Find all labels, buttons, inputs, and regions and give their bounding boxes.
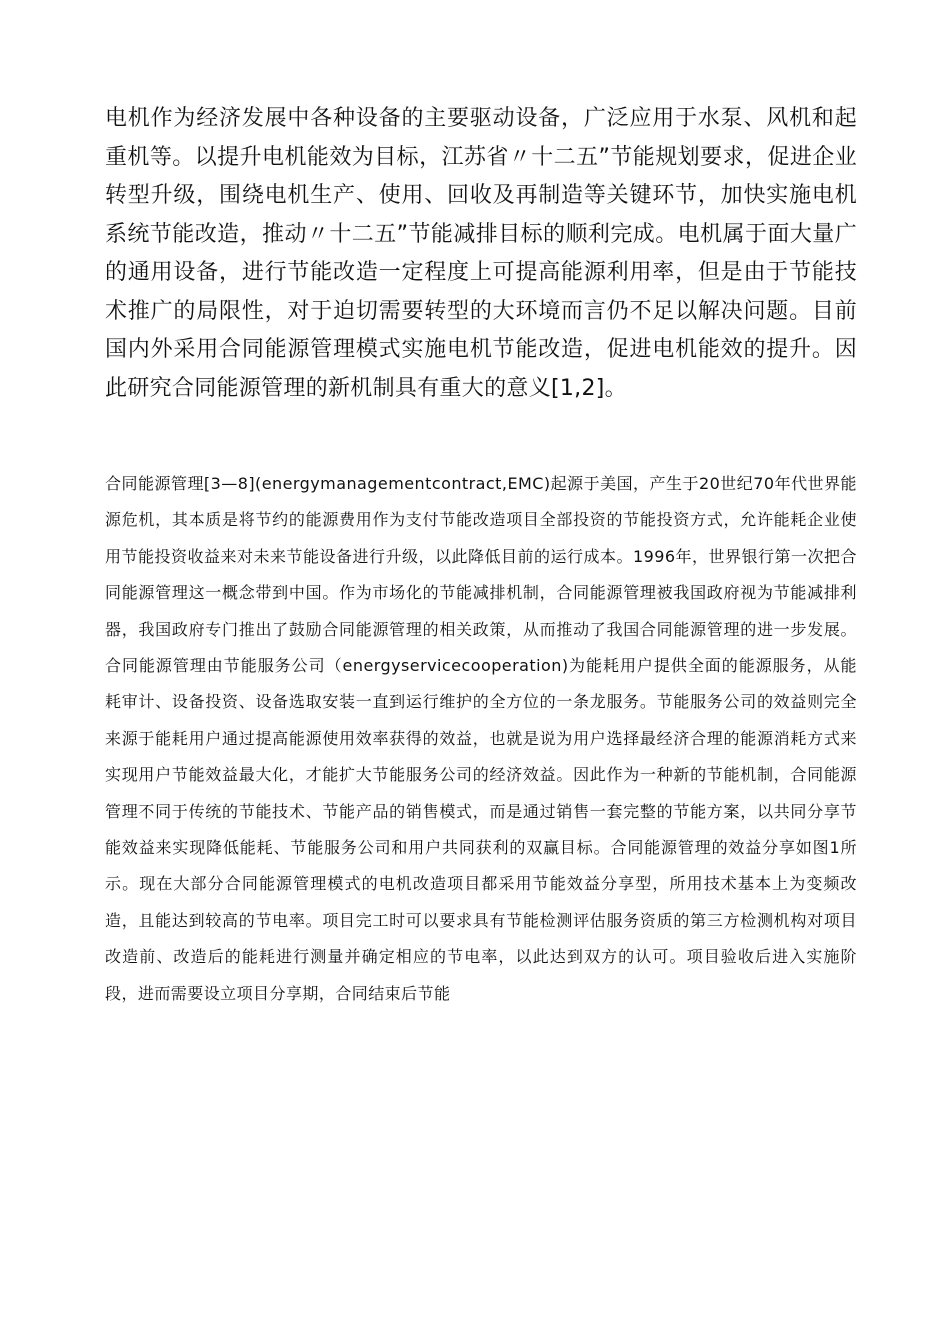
emc-paragraph: 合同能源管理[3—8](energymanagementcontract,EMC)起源于美国，产生于20世纪70年代世界能源危机，其本质是将节约的能源费用作为支付节能改造项目全部投资的节能投资方式，允许能耗企业使用节能投资收益来对未来节能设备进行升级，以此降低目前的运行成本。1996年，世界银行第一次把合同能源管理这一概念带到中国。作为市场化的节能减排机制，合同能源管理被我国政府视为节能减排利器，我国政府专门推出了鼓励合同能源管理的相关政策，从而推动了我国合同能源管理的进一步发展。合同能源管理由节能服务公司（energyservicecooperation)为能耗用户提供全面的能源服务，从能耗审计、设备投资、设备选取安装一直到运行维护的全方位的一条龙服务。节能服务公司的效益则完全来源于能耗用户通过提高能源使用效率获得的效益，也就是说为用户选择最经济合理的能源消耗方式来实现用户节能效益最大化，才能扩大节能服务公司的经济效益。因此作为一种新的节能机制，合同能源管理不同于传统的节能技术、节能产品的销售模式，而是通过销售一套完整的节能方案，以共同分享节能效益来实现降低能耗、节能服务公司和用户共同获利的双赢目标。合同能源管理的效益分享如图1所示。现在大部分合同能源管理模式的电机改造项目都采用节能效益分享型，所用技术基本上为变频改造，且能达到较高的节电率。项目完工时可以要求具有节能检测评估服务资质的第三方检测机构对项目改造前、改造后的能耗进行测量并确定相应的节电率，以此达到双方的认可。项目验收后进入实施阶段，进而需要设立项目分享期，合同结束后节能 [105, 474, 857, 1003]
intro-paragraph: 电机作为经济发展中各种设备的主要驱动设备，广泛应用于水泵、风机和起重机等。以提升电机能效为目标，江苏省〃十二五”节能规划要求，促进企业转型升级，围绕电机生产、使用、回收及再制造等关键环节，加快实施电机系统节能改造，推动〃十二五”节能减排目标的顺利完成。电机属于面大量广的通用设备，进行节能改造一定程度上可提高能源利用率，但是由于节能技术推广的局限性，对于迫切需要转型的大环境而言仍不足以解决问题。目前国内外采用合同能源管理模式实施电机节能改造，促进电机能效的提升。因此研究合同能源管理的新机制具有重大的意义[1,2]。 [105, 106, 857, 401]
